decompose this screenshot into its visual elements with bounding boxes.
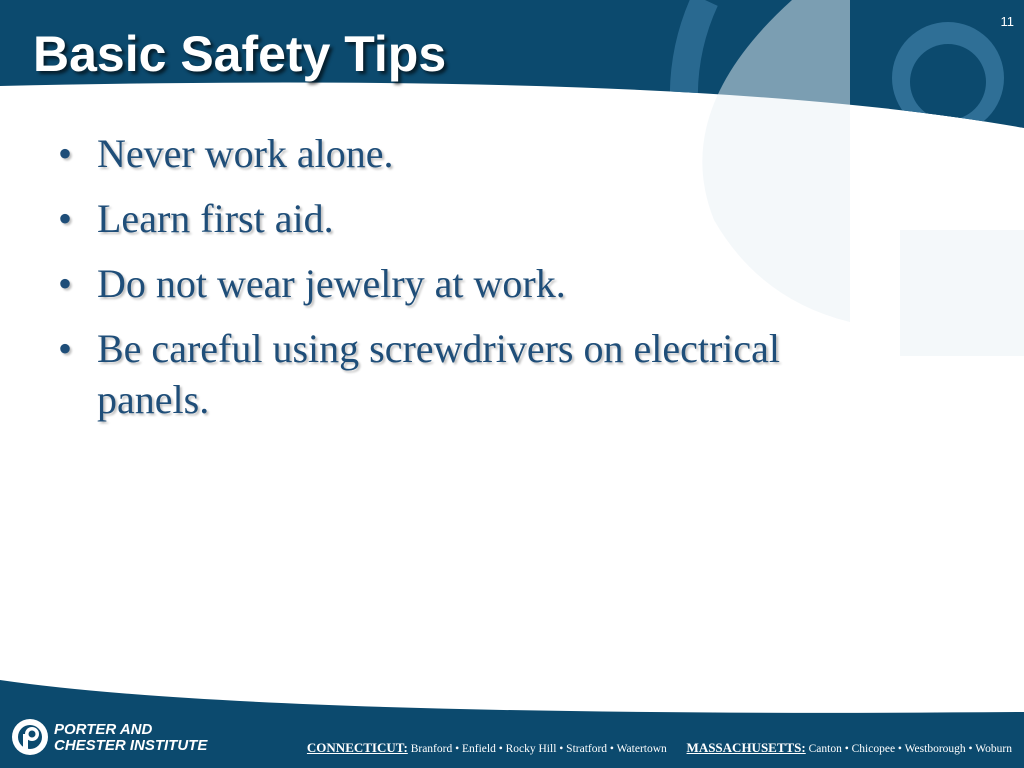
bullet-item — [58, 258, 898, 309]
brand-line-1: PORTER AND — [54, 721, 153, 738]
bullet-text: Never work alone. — [97, 131, 394, 176]
ct-towns: Branford • Enfield • Rocky Hill • Stratford • Watertown — [410, 743, 667, 755]
ct-label: CONNECTICUT: — [306, 740, 408, 755]
campus-locations — [307, 740, 1012, 756]
bullet-text: Do not wear jewelry at work. — [97, 261, 566, 306]
bullet-item — [58, 128, 898, 179]
bullet-list — [58, 128, 898, 439]
brand-name — [54, 722, 207, 754]
bullet-item — [58, 323, 898, 425]
bullet-text: Be careful using screwdrivers on electrical panels. — [97, 326, 781, 422]
ma-towns: Canton • Chicopee • Westborough • Woburn — [808, 743, 1012, 755]
ma-label: MASSACHUSETTS: — [686, 740, 806, 755]
slide-title: Basic Safety Tips — [33, 26, 447, 82]
brand-line-2: CHESTER INSTITUTE — [54, 737, 208, 754]
banner-circle-inner — [910, 44, 986, 120]
bullet-dot: • — [58, 131, 73, 176]
bullet-dot: • — [58, 326, 73, 371]
bullet-item — [58, 193, 898, 244]
bullet-text: Learn first aid. — [97, 196, 334, 241]
bullet-dot: • — [58, 196, 73, 241]
bullet-dot: • — [58, 261, 73, 306]
porter-chester-logo-icon — [10, 717, 50, 757]
slide-number: 11 — [1000, 14, 1014, 29]
